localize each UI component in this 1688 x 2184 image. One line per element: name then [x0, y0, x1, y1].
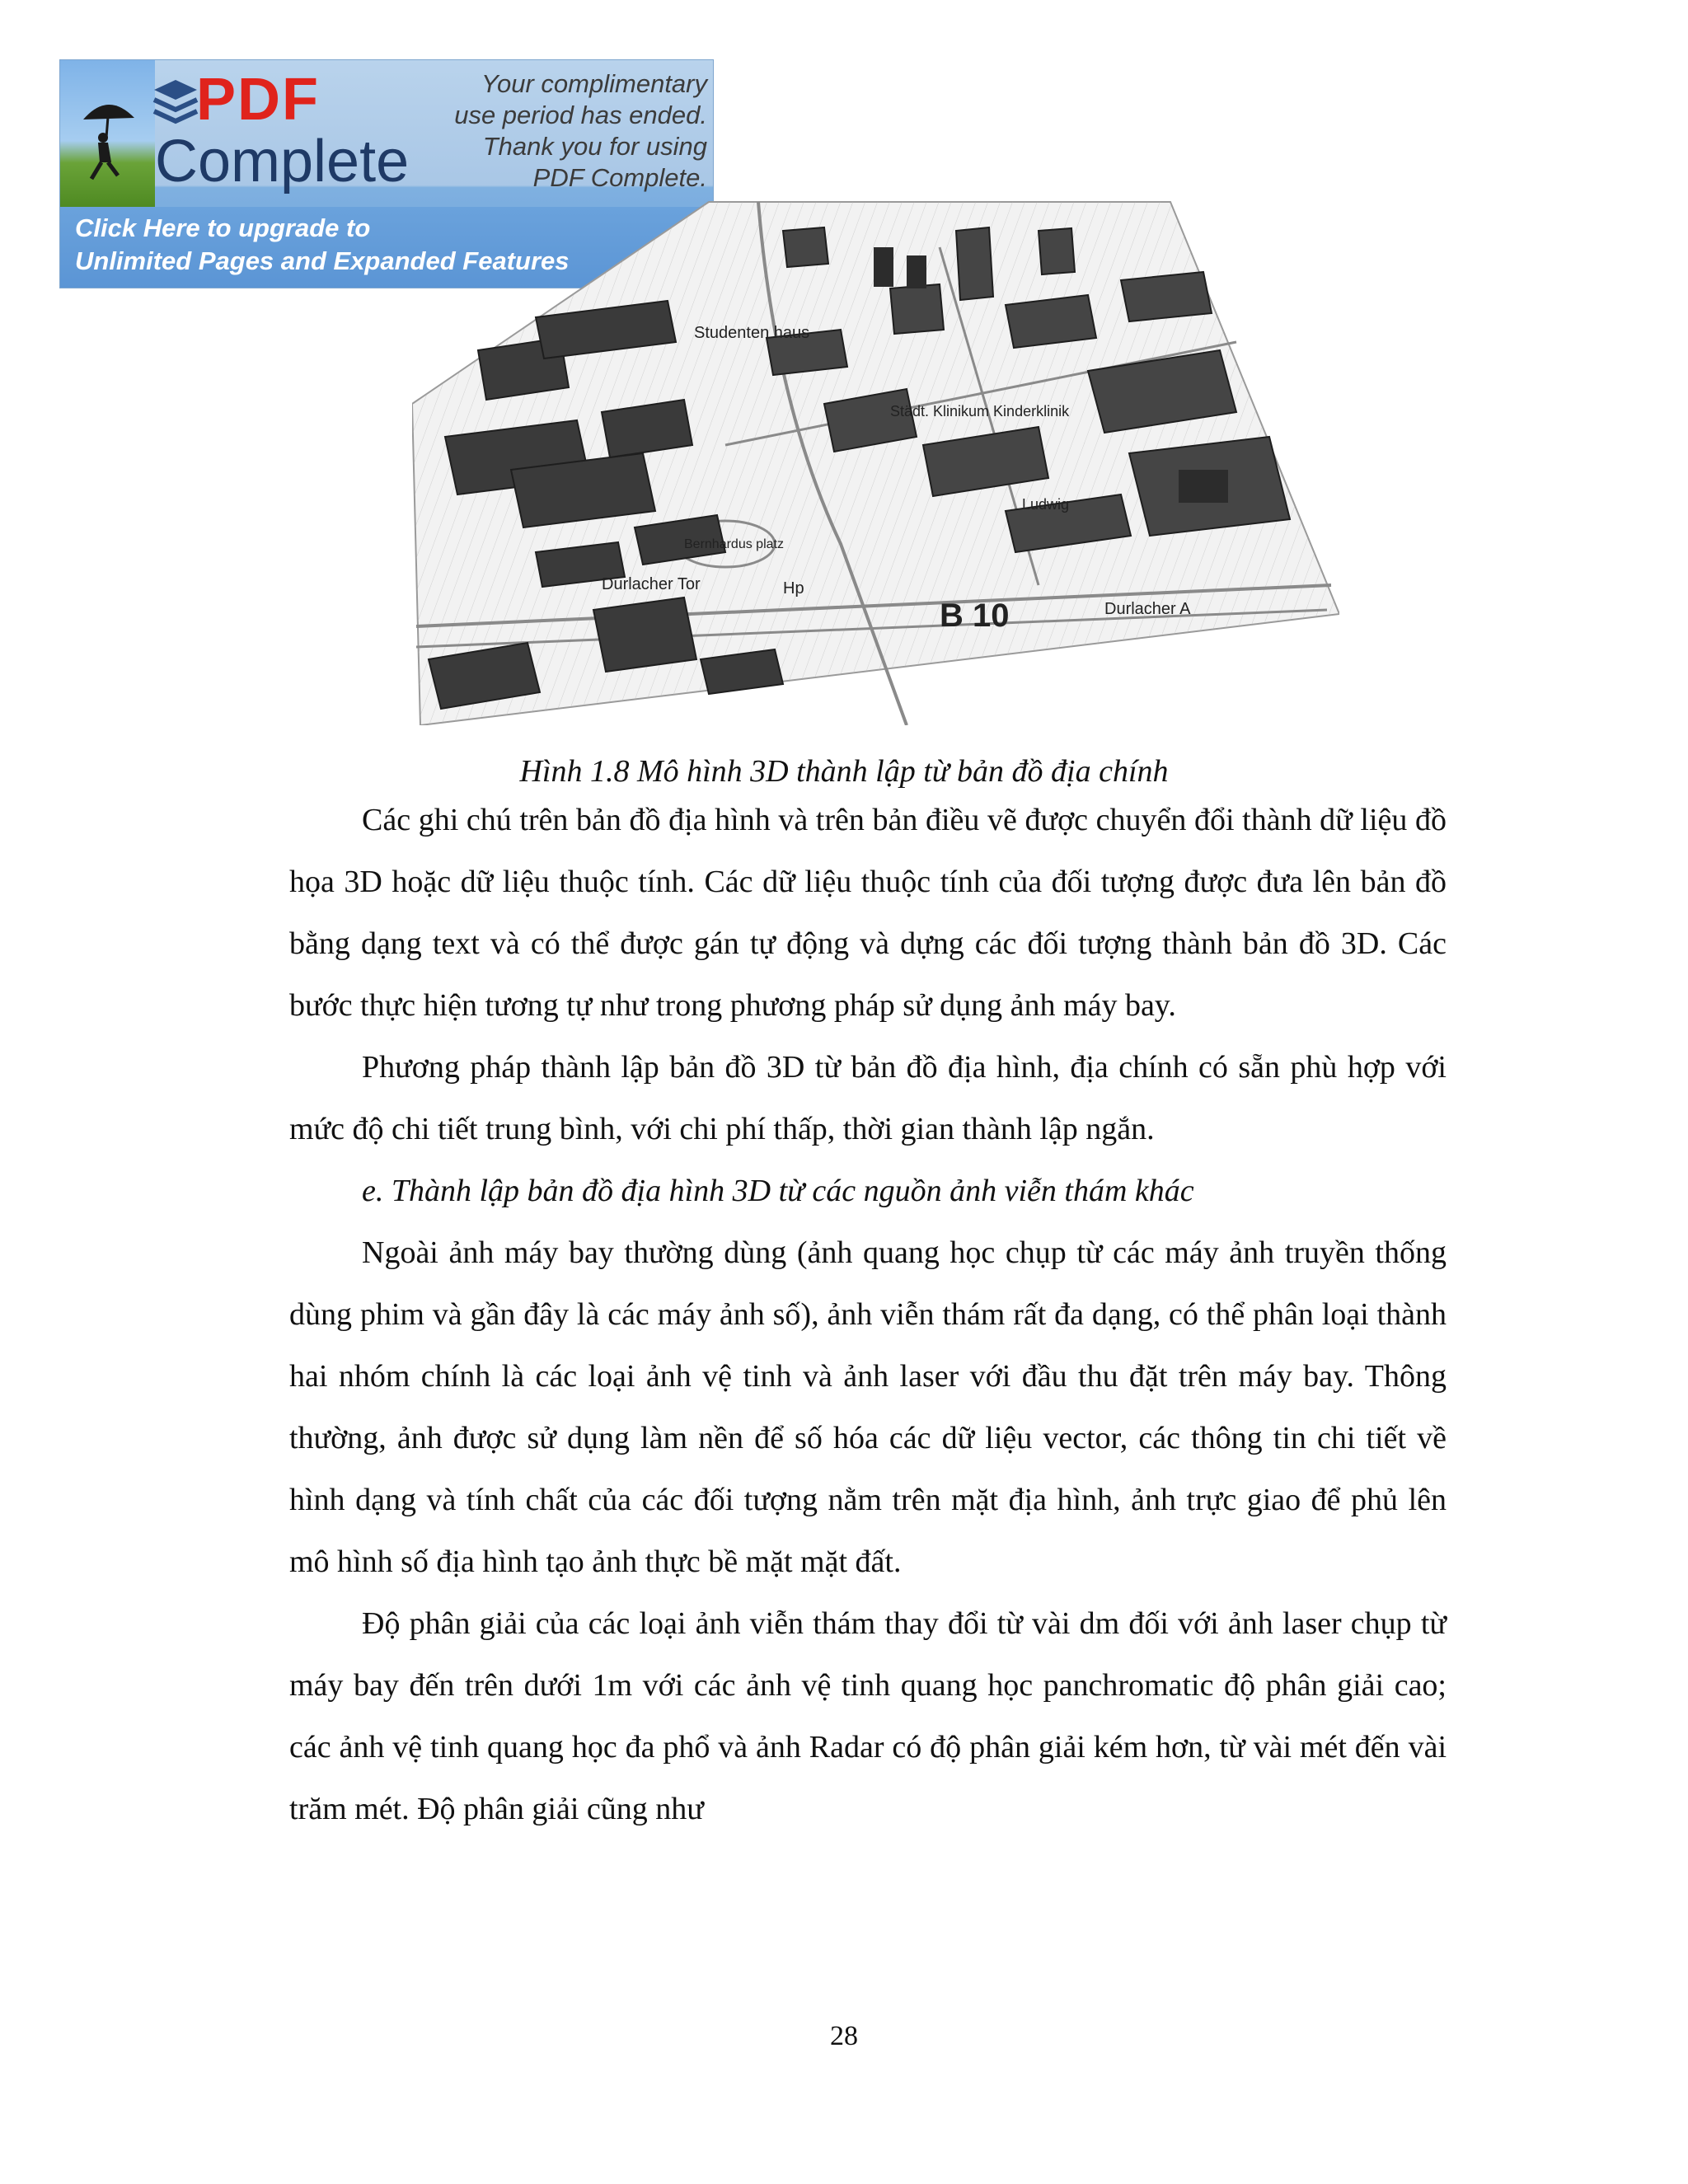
map-label: Ludwig	[1022, 496, 1070, 513]
banner-photo	[60, 60, 155, 207]
page-number: 28	[830, 2021, 858, 2051]
upgrade-link-line[interactable]: Unlimited Pages and Expanded Features	[75, 246, 570, 275]
banner-message-line: Your complimentary	[481, 69, 707, 98]
banner-message-line: Thank you for using	[482, 132, 707, 161]
upgrade-link-line[interactable]: Click Here to upgrade to	[75, 213, 371, 242]
section-heading: e. Thành lập bản đồ địa hình 3D từ các nguồn ảnh viễn thám khác	[362, 1174, 1194, 1208]
banner-message-line: PDF Complete.	[532, 163, 707, 192]
banner-message-line: use period has ended.	[454, 101, 707, 129]
map-label: Studenten haus	[694, 324, 810, 342]
map-label: Durlacher Tor	[602, 575, 701, 593]
map-label: Bernhardus platz	[684, 537, 784, 551]
logo-pdf-text: PDF	[196, 67, 320, 133]
body-text	[289, 790, 1447, 1840]
map-label: B 10	[940, 598, 1010, 634]
paragraph: Phương pháp thành lập bản đồ 3D từ bản đồ địa hình, địa chính có sẵn phù hợp với mức độ chi tiết trung bình, với chi phí thấp, thời gian thành lập ngắn.	[289, 1050, 1447, 1146]
map-label: Durlacher A	[1104, 600, 1191, 618]
paragraph: Các ghi chú trên bản đồ địa hình và trên bản điều vẽ được chuyển đổi thành dữ liệu đồ họa 3D hoặc dữ liệu thuộc tính. Các dữ liệu thuộc tính của đối tượng được đưa lên bản đồ bằng dạng text và có thể được gán tự động và dựng các đối tượng thành bản đồ 3D. Các bước thực hiện tương tự như trong phương pháp sử dụng ảnh máy bay.	[289, 803, 1447, 1023]
3d-city-model-figure	[412, 198, 1339, 725]
map-label: Städt. Klinikum Kinderklinik	[890, 403, 1070, 419]
paragraph: Độ phân giải của các loại ảnh viễn thám thay đổi từ vài dm đối với ảnh laser chụp từ máy bay đến trên dưới 1m với các ảnh vệ tinh quang học panchromatic độ phân giải cao; các ảnh vệ tinh quang học đa phổ và ảnh Radar có độ phân giải kém hơn, từ vài mét đến vài trăm mét. Độ phân giải cũng như	[289, 1606, 1447, 1826]
logo-complete-text: Complete	[155, 129, 410, 194]
figure-caption: Hình 1.8 Mô hình 3D thành lập từ bản đồ địa chính	[519, 754, 1169, 789]
map-label: Hp	[783, 579, 804, 598]
paragraph: Ngoài ảnh máy bay thường dùng (ảnh quang học chụp từ các máy ảnh truyền thống dùng phim và gần đây là các máy ảnh số), ảnh viễn thám rất đa dạng, có thể phân loại thành hai nhóm chính là các loại ảnh vệ tinh và ảnh laser với đầu thu đặt trên máy bay. Thông thường, ảnh được sử dụng làm nền để số hóa các dữ liệu vector, các thông tin chi tiết về hình dạng và tính chất của các đối tượng nằm trên mặt địa hình, ảnh trực giao để phủ lên mô hình số địa hình tạo ảnh thực bề mặt mặt đất.	[289, 1235, 1447, 1579]
banner-message	[423, 68, 707, 194]
umbrella-man-icon	[75, 95, 141, 185]
